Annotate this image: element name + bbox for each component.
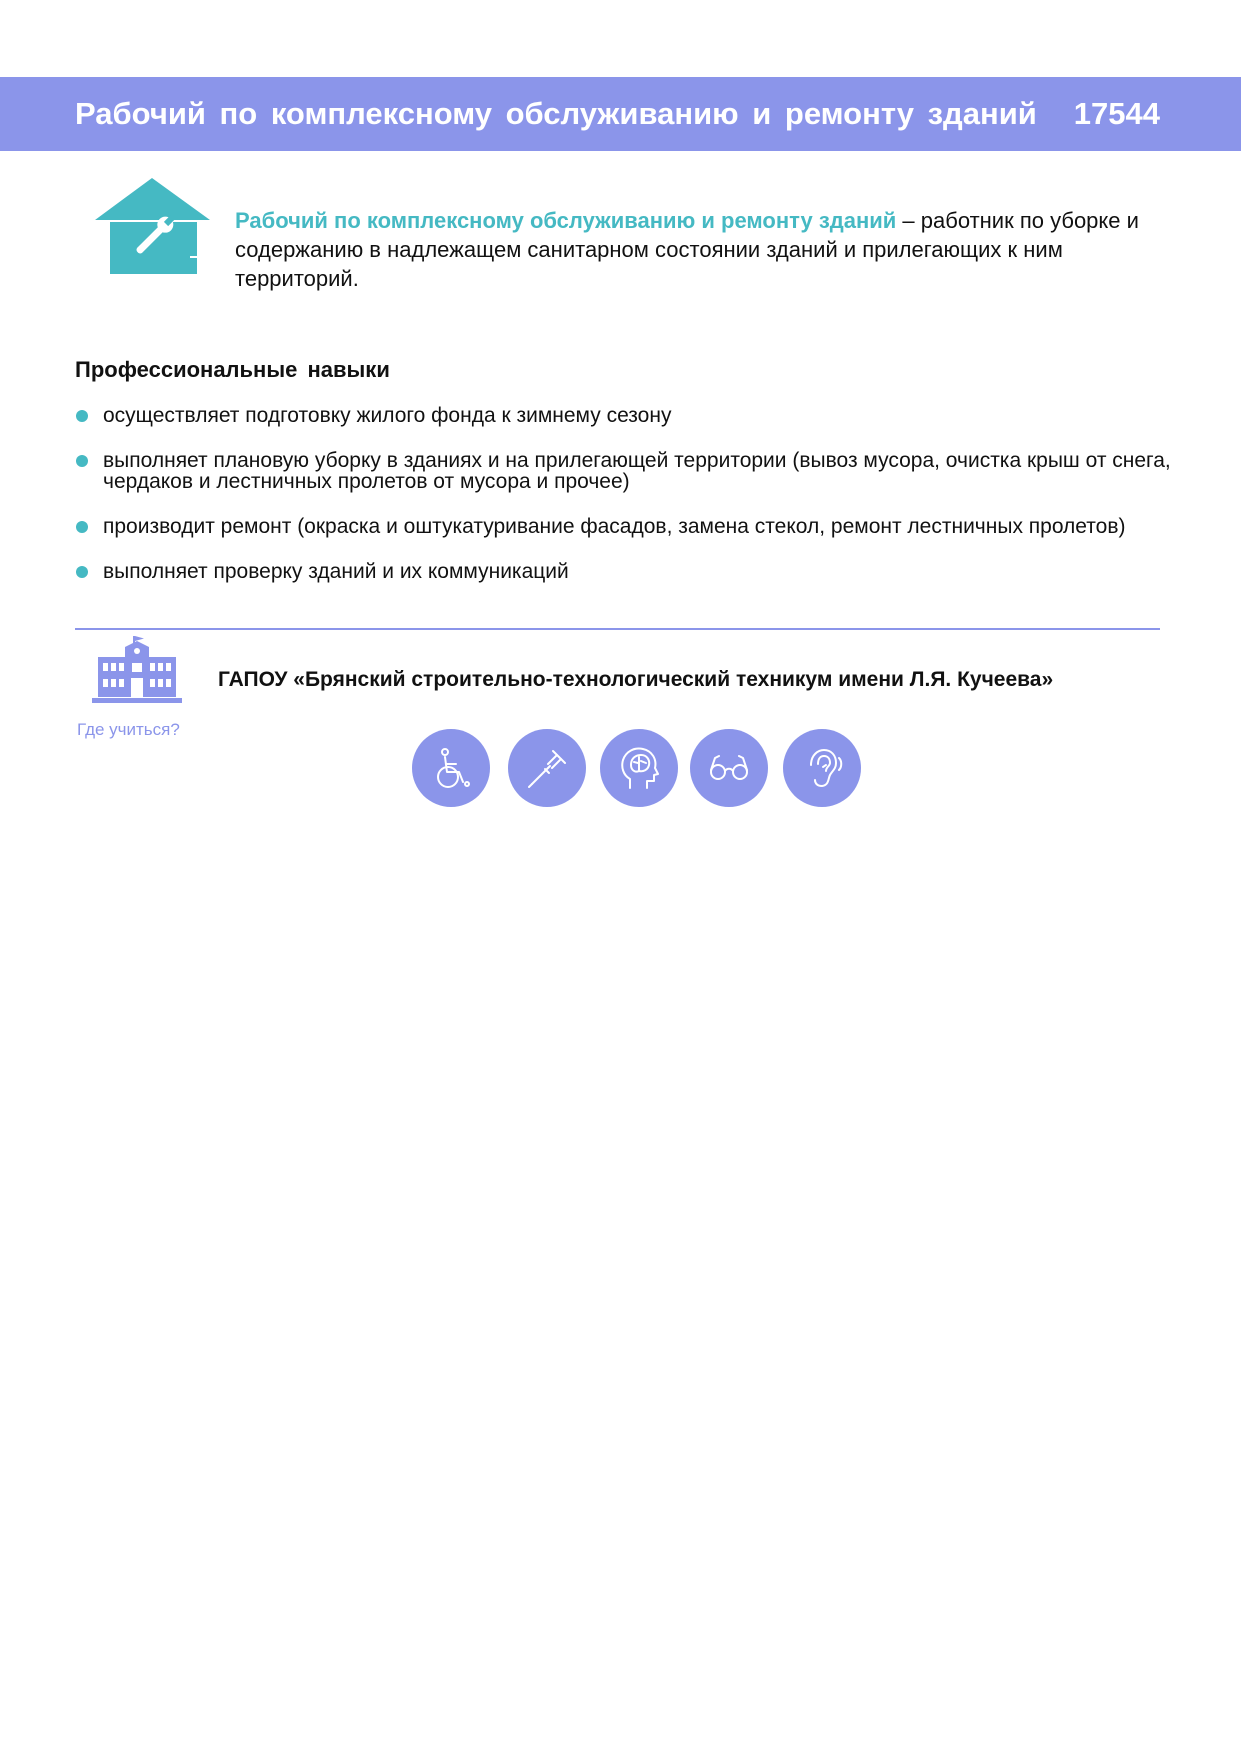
bullet-icon bbox=[76, 410, 88, 422]
crutch-icon bbox=[508, 729, 586, 807]
list-item bbox=[75, 405, 1195, 426]
glasses-icon bbox=[690, 729, 768, 807]
school-building-icon bbox=[92, 636, 182, 708]
profession-code: 17544 bbox=[1073, 96, 1160, 131]
bullet-icon bbox=[76, 455, 88, 467]
skill-text: производит ремонт (окраска и оштукатуривание фасадов, замена стекол, ремонт лестничных пролетов) bbox=[103, 515, 1126, 538]
wheelchair-icon bbox=[412, 729, 490, 807]
profession-description bbox=[235, 206, 1165, 293]
list-item bbox=[75, 561, 1195, 582]
profession-term: Рабочий по комплексному обслуживанию и ремонту зданий bbox=[235, 208, 897, 233]
institution-name: ГАПОУ «Брянский строительно-технологический техникум имени Л.Я. Кучеева» bbox=[218, 668, 1054, 691]
list-item bbox=[75, 450, 1195, 492]
where-to-study-label: Где учиться? bbox=[77, 720, 180, 739]
bullet-icon bbox=[76, 521, 88, 533]
section-divider bbox=[75, 628, 1160, 630]
list-item bbox=[75, 516, 1195, 537]
skill-text: выполняет плановую уборку в зданиях и на прилегающей территории (вывоз мусора, очистка крыш от снега, чердаков и лестничных пролетов от мусора и прочее) bbox=[103, 449, 1171, 493]
bullet-icon bbox=[76, 566, 88, 578]
skill-text: осуществляет подготовку жилого фонда к зимнему сезону bbox=[103, 404, 672, 427]
head-brain-icon bbox=[600, 729, 678, 807]
profession-definition: – работник по уборке и содержанию в надлежащем санитарном состоянии зданий и прилегающих к ним территорий. bbox=[235, 208, 1139, 291]
ear-icon bbox=[783, 729, 861, 807]
header-banner bbox=[0, 77, 1241, 151]
page-title: Рабочий по комплексному обслуживанию и ремонту зданий bbox=[75, 96, 1037, 131]
skills-list bbox=[75, 405, 1195, 606]
house-wrench-icon bbox=[95, 178, 210, 274]
skill-text: выполняет проверку зданий и их коммуникаций bbox=[103, 560, 569, 583]
skills-heading: Профессиональные навыки bbox=[75, 357, 390, 382]
